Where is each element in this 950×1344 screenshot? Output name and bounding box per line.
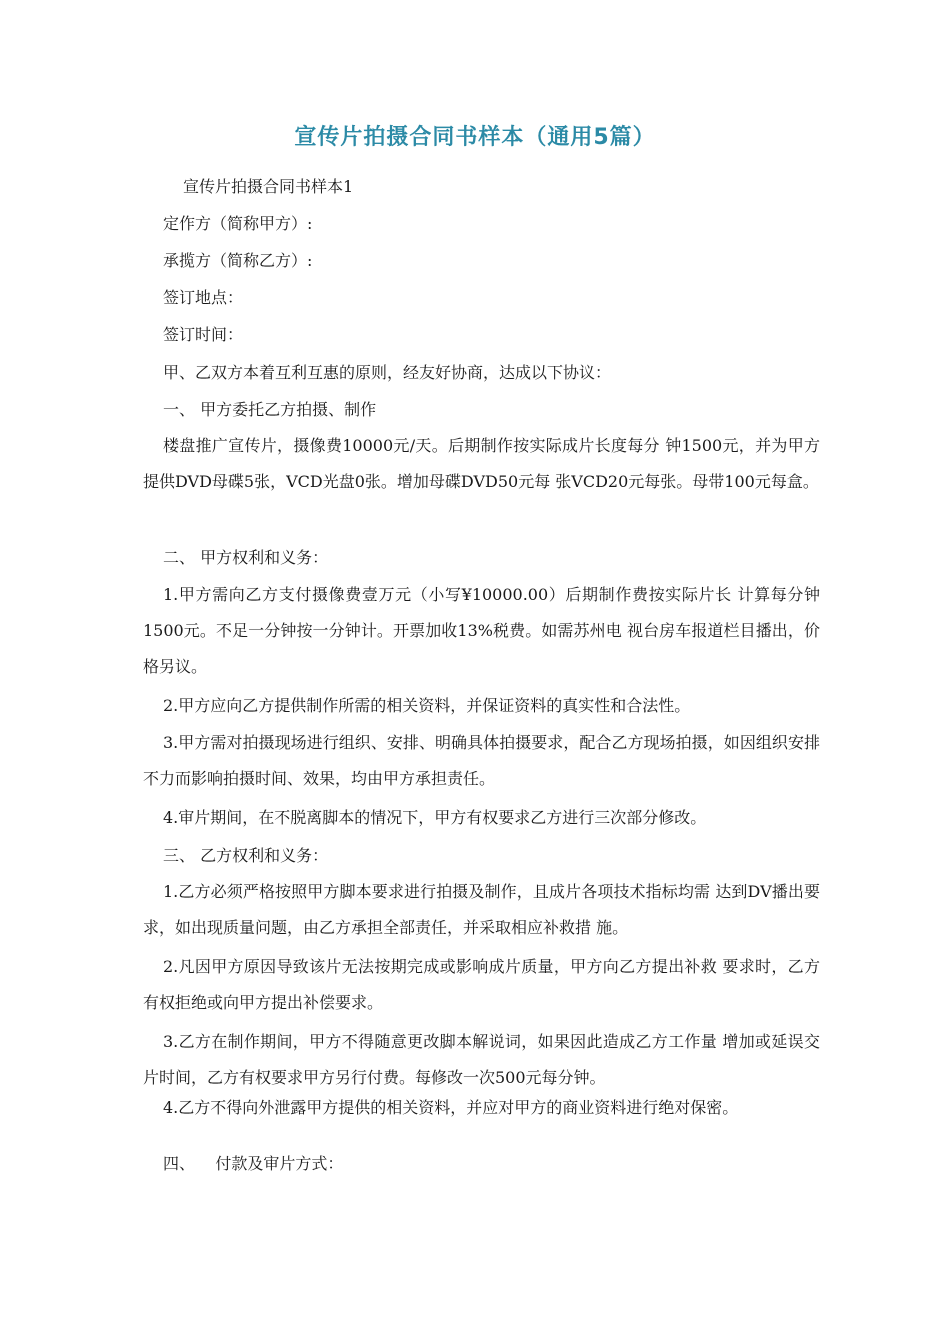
section-3-item-3: 3.乙方在制作期间，甲方不得随意更改脚本解说词，如果因此造成乙方工作量 增加或延误交片时间，乙方有权要求甲方另行付费。每修改一次500元每分钟。	[143, 1032, 820, 1087]
party-b-field: 承揽方（简称乙方）:	[163, 251, 313, 270]
sample-subtitle: 宣传片拍摄合同书样本1	[183, 177, 354, 196]
section-1-heading: 一、 甲方委托乙方拍摄、制作	[163, 400, 377, 419]
section-3-item-4: 4.乙方不得向外泄露甲方提供的相关资料，并应对甲方的商业资料进行绝对保密。	[163, 1098, 739, 1117]
section-1-body: 楼盘推广宣传片，摄像费10000元/天。后期制作按实际成片长度每分 钟1500元，并为甲方提供DVD母碟5张，VCD光盘0张。增加母碟DVD50元每 张VCD20元每张。母带100元每盒。	[143, 436, 820, 491]
agreement-intro: 甲、乙双方本着互利互惠的原则，经友好协商，达成以下协议：	[163, 363, 612, 382]
signing-place-field: 签订地点：	[163, 288, 244, 307]
section-2-heading: 二、 甲方权利和义务：	[163, 548, 329, 567]
section-2-item-4: 4.审片期间，在不脱离脚本的情况下，甲方有权要求乙方进行三次部分修改。	[163, 808, 707, 827]
section-4-heading: 四、 付款及审片方式：	[163, 1154, 344, 1173]
section-2-item-2: 2.甲方应向乙方提供制作所需的相关资料，并保证资料的真实性和合法性。	[163, 696, 691, 715]
section-3-heading: 三、 乙方权利和义务：	[163, 846, 329, 865]
section-3-item-1: 1.乙方必须严格按照甲方脚本要求进行拍摄及制作，且成片各项技术指标均需 达到DV播出要求，如出现质量问题，由乙方承担全部责任，并采取相应补救措 施。	[143, 882, 820, 937]
section-2-item-1: 1.甲方需向乙方支付摄像费壹万元（小写¥10000.00）后期制作费按实际片长 计算每分钟1500元。不足一分钟按一分钟计。开票加收13%税费。如需苏州电 视台房车报道栏目播出，价格另议。	[143, 585, 820, 676]
party-a-field: 定作方（简称甲方）:	[163, 214, 313, 233]
signing-time-field: 签订时间：	[163, 325, 244, 344]
section-3-item-2: 2.凡因甲方原因导致该片无法按期完成或影响成片质量，甲方向乙方提出补救 要求时，乙方有权拒绝或向甲方提出补偿要求。	[143, 957, 820, 1012]
section-2-item-3: 3.甲方需对拍摄现场进行组织、安排、明确具体拍摄要求，配合乙方现场拍摄，如因组织安排不力而影响拍摄时间、效果，均由甲方承担责任。	[143, 733, 820, 788]
document-title: 宣传片拍摄合同书样本（通用5篇）	[294, 125, 656, 150]
